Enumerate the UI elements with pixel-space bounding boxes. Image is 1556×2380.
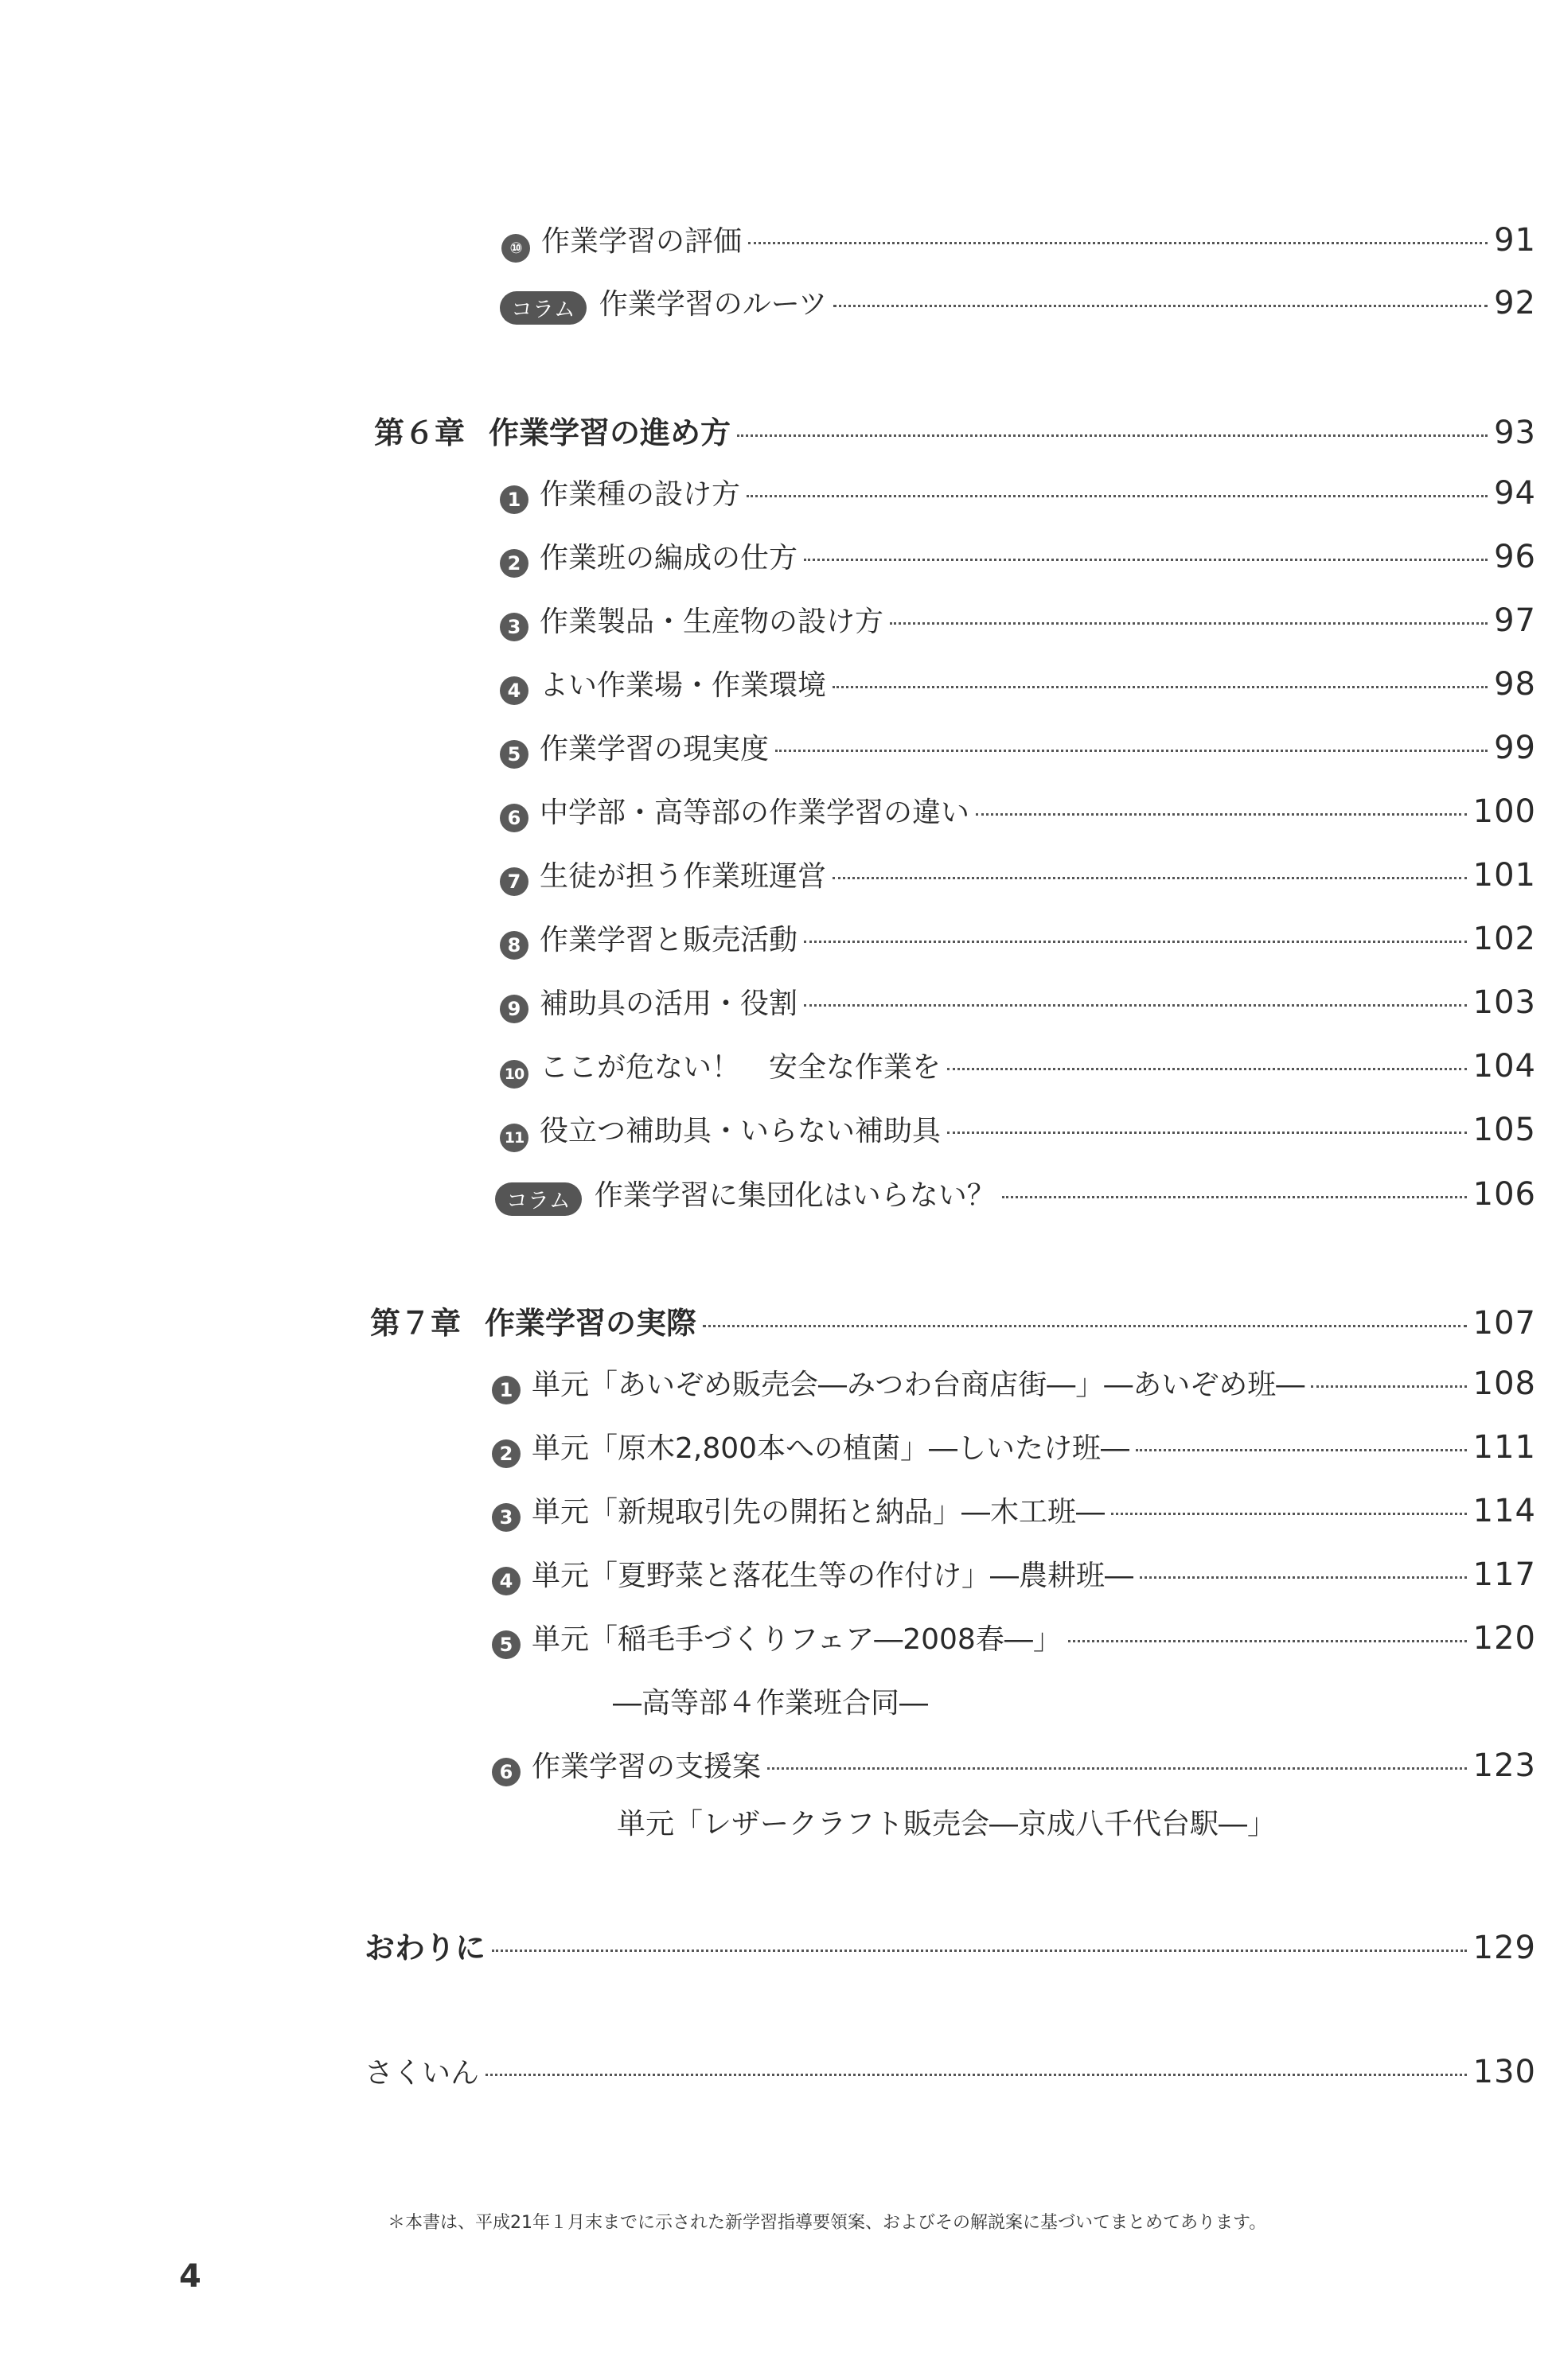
page-number: 103 [1472, 984, 1536, 1021]
toc-entry [492, 1617, 1536, 1657]
dot-leader [775, 750, 1488, 752]
number-marker: 10 [500, 1060, 528, 1089]
entry-subtitle: ―高等部４作業班合同― [613, 1687, 929, 1720]
dot-leader [804, 559, 1488, 561]
dot-leader [1068, 1640, 1467, 1642]
dot-leader [1311, 1385, 1466, 1388]
number-marker: 6 [492, 1758, 521, 1786]
number-marker: 4 [500, 676, 528, 705]
entry-title: 中学部・高等部の作業学習の違い [540, 797, 970, 829]
chapter-number: 第６章 [374, 415, 466, 450]
entry-title: 作業学習の評価 [541, 225, 743, 258]
page-number: 105 [1472, 1112, 1536, 1148]
entry-title: 生徒が担う作業班運営 [540, 860, 827, 893]
page-number: 117 [1472, 1556, 1536, 1593]
entry-title: 作業学習の支援案 [532, 1751, 762, 1783]
column-badge: コラム [495, 1182, 582, 1216]
number-marker: 11 [500, 1124, 528, 1152]
dot-leader [804, 941, 1467, 943]
toc-entry [500, 536, 1536, 576]
number-marker: 2 [492, 1439, 521, 1468]
page-number: 108 [1472, 1365, 1536, 1402]
dot-leader [804, 1004, 1467, 1007]
column-badge: コラム [500, 291, 587, 325]
dot-leader [890, 622, 1488, 625]
toc-entry [492, 1490, 1536, 1530]
entry-title: ここが危ない！ 安全な作業を [540, 1051, 942, 1084]
page-number: 130 [1472, 2054, 1536, 2090]
entry-title: 作業学習と販売活動 [540, 924, 798, 956]
number-marker: 1 [492, 1376, 521, 1404]
number-marker: 1 [500, 485, 528, 514]
entry-title: 作業製品・生産物の設け方 [540, 606, 884, 638]
entry-title: さくいん [365, 2057, 480, 2090]
entry-title: 単元「夏野菜と落花生等の作付け」―農耕班― [532, 1560, 1134, 1592]
number-marker: 4 [492, 1567, 521, 1595]
chapter-title: 作業学習の実際 [485, 1306, 697, 1341]
number-marker: 6 [500, 804, 528, 832]
number-marker: 3 [500, 613, 528, 641]
entry-title: 単元「稲毛手づくりフェア―2008春―」 [532, 1623, 1062, 1656]
page-number: 114 [1472, 1493, 1536, 1529]
toc-entry [500, 1045, 1536, 1086]
toc-column-entry [495, 1173, 1536, 1213]
dot-leader [833, 686, 1488, 688]
toc-entry [500, 1108, 1536, 1150]
footnote: ＊本書は、平成21年１月末までに示された新学習指導要領案、およびその解説案に基づいてまとめてあります。 [388, 2213, 1267, 2233]
page-number: 111 [1472, 1429, 1536, 1466]
toc-entry [492, 1553, 1536, 1594]
entry-title: 作業班の編成の仕方 [540, 542, 798, 575]
entry-title: 作業学習に集団化はいらない？ [594, 1179, 996, 1212]
dot-leader [833, 877, 1467, 879]
chapter-heading [370, 1299, 1536, 1342]
number-marker: 7 [500, 867, 528, 896]
page-number: 129 [1472, 1930, 1536, 1966]
dot-leader [486, 2074, 1467, 2076]
page-folio: 4 [179, 2258, 201, 2295]
page-number: 107 [1472, 1305, 1536, 1342]
toc-entry [492, 1362, 1536, 1403]
toc-entry [500, 790, 1536, 831]
entry-title: よい作業場・作業環境 [540, 669, 827, 702]
toc-entry [500, 472, 1536, 512]
page-number: 96 [1494, 539, 1536, 575]
chapter-heading [374, 408, 1536, 452]
chapter-title: 作業学習の進め方 [489, 415, 731, 450]
toc-entry [500, 981, 1536, 1022]
page-number: 123 [1472, 1747, 1536, 1784]
page-number: 120 [1472, 1620, 1536, 1657]
toc-entry-closing [365, 1923, 1536, 1967]
page-number: 99 [1494, 730, 1536, 766]
dot-leader [767, 1767, 1467, 1770]
page-number: 91 [1494, 222, 1536, 259]
dot-leader [492, 1950, 1467, 1952]
dot-leader [748, 242, 1488, 244]
page-number: 102 [1472, 921, 1536, 957]
chapter-number: 第７章 [370, 1306, 462, 1341]
entry-title: 単元「あいぞめ販売会―みつわ台商店街―」―あいぞめ班― [532, 1369, 1305, 1401]
dot-leader [1136, 1449, 1467, 1451]
dot-leader [833, 305, 1488, 307]
entry-title: 単元「原木2,800本への植菌」―しいたけ班― [532, 1432, 1130, 1465]
number-marker: ⑩ [501, 234, 530, 263]
page-number: 98 [1494, 666, 1536, 703]
number-marker: 8 [500, 931, 528, 960]
entry-title: 作業学習のルーツ [599, 288, 828, 321]
dot-leader [1002, 1196, 1467, 1198]
number-marker: 9 [500, 995, 528, 1023]
toc-entry [500, 663, 1536, 703]
entry-title: 役立つ補助具・いらない補助具 [540, 1115, 942, 1147]
page-number: 93 [1494, 415, 1536, 451]
dot-leader [747, 495, 1488, 497]
number-marker: 5 [500, 740, 528, 769]
toc-entry [500, 917, 1536, 958]
dot-leader [947, 1068, 1467, 1070]
page-number: 94 [1494, 475, 1536, 512]
toc-entry [492, 1744, 1536, 1785]
entry-title: おわりに [365, 1930, 486, 1965]
dot-leader [703, 1325, 1467, 1327]
page-number: 92 [1494, 285, 1536, 321]
number-marker: 2 [500, 549, 528, 578]
dot-leader [947, 1132, 1467, 1134]
entry-title: 単元「新規取引先の開拓と納品」―木工班― [532, 1496, 1106, 1529]
dot-leader [737, 434, 1488, 437]
toc-column-entry [500, 282, 1536, 322]
toc-entry-index [365, 2051, 1536, 2091]
page-number: 100 [1472, 793, 1536, 830]
entry-title: 作業種の設け方 [540, 478, 741, 511]
toc-entry [492, 1426, 1536, 1467]
entry-title: 作業学習の現実度 [540, 733, 770, 765]
entry-subtitle: 単元「レザークラフト販売会―京成八千代台駅―」 [617, 1808, 1277, 1841]
page-number: 106 [1472, 1176, 1536, 1213]
page-number: 101 [1472, 857, 1536, 894]
number-marker: 3 [492, 1503, 521, 1532]
toc-entry [500, 599, 1536, 640]
page-number: 97 [1494, 602, 1536, 639]
toc-entry [500, 854, 1536, 894]
page-number: 104 [1472, 1048, 1536, 1085]
entry-title: 補助具の活用・役割 [540, 987, 798, 1020]
toc-entry [500, 726, 1536, 767]
dot-leader [1140, 1576, 1467, 1579]
toc-entry [501, 219, 1536, 260]
number-marker: 5 [492, 1630, 521, 1659]
dot-leader [1111, 1513, 1467, 1515]
dot-leader [976, 813, 1467, 816]
